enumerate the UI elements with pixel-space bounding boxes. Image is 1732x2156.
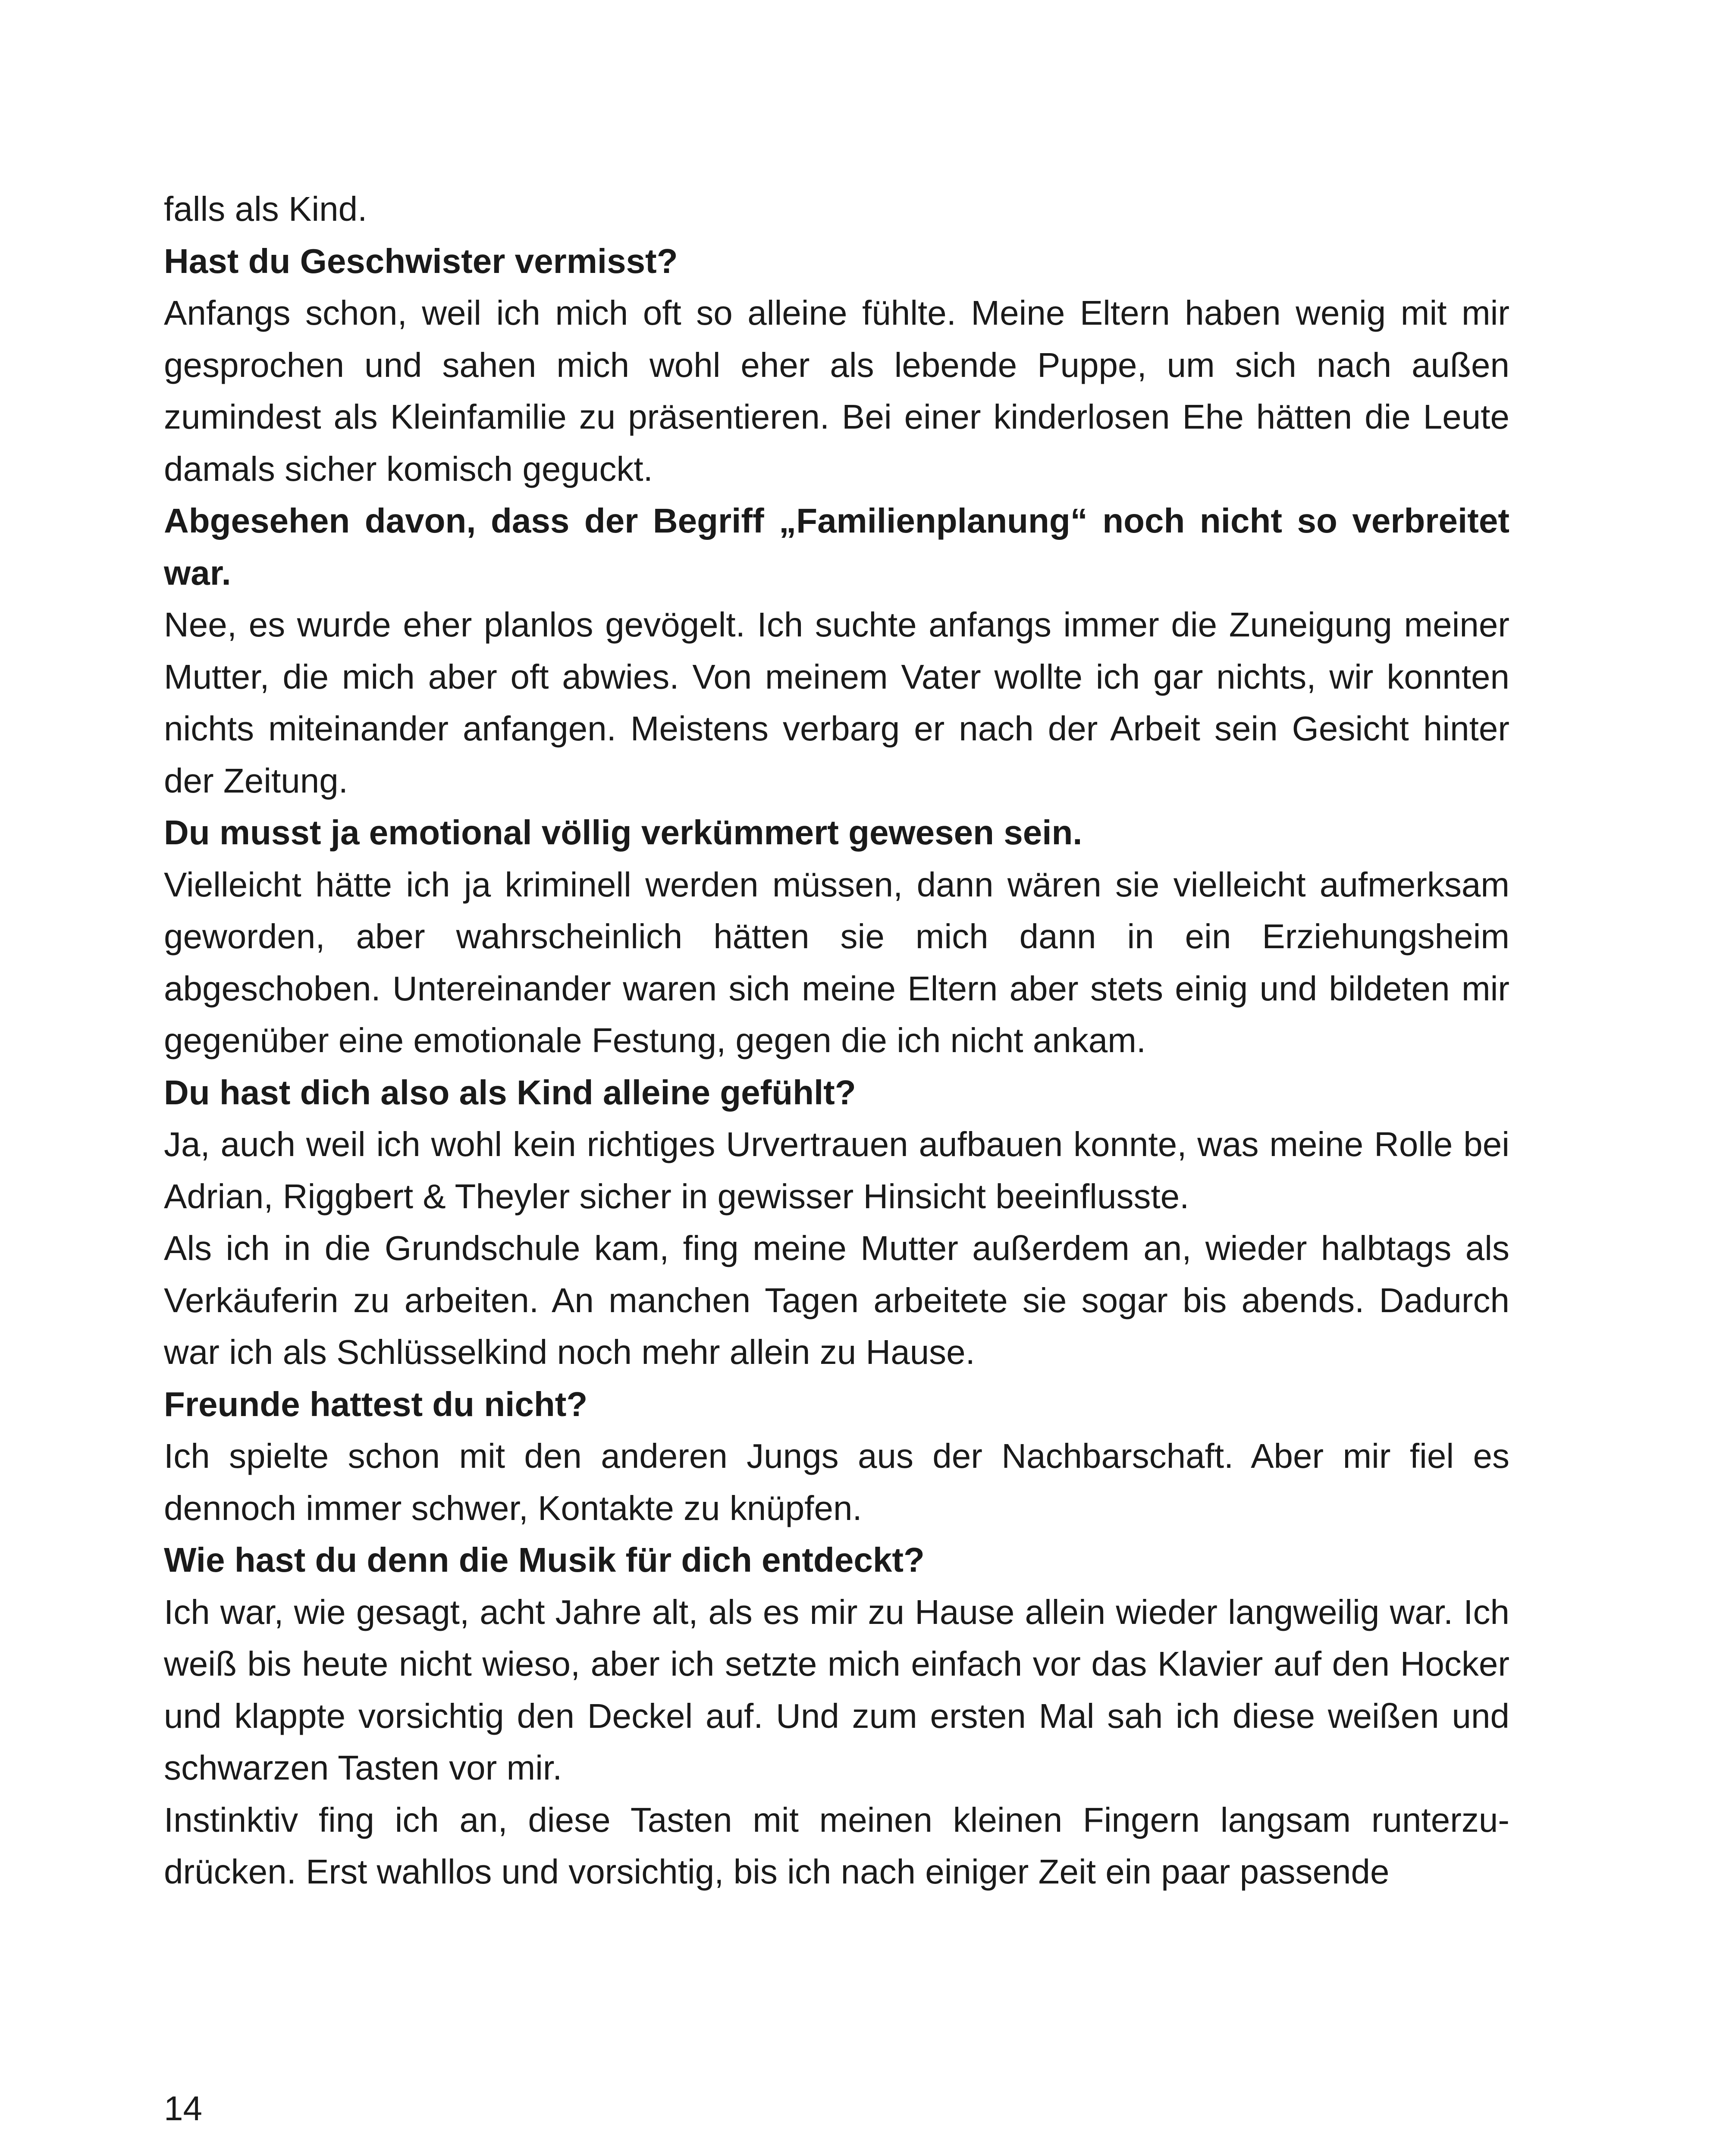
- answer-paragraph: Anfangs schon, weil ich mich oft so alleine fühlte. Meine Eltern haben wenig mit mir gesprochen und sahen mich wohl eher als lebende Puppe, um sich nach außen zumindest als Kleinfamilie zu präsentieren. Bei einer kinderlosen Ehe hätten die Leute damals sicher komisch geguckt.: [164, 294, 1509, 488]
- answer-paragraph: Ja, auch weil ich wohl kein richtiges Urvertrauen aufbauen konnte, was meine Rolle bei Adrian, Riggbert & Theyler sicher in gewisser Hinsicht beeinflusste.: [164, 1125, 1509, 1216]
- question-paragraph: Freunde hattest du nicht?: [164, 1385, 588, 1423]
- question-paragraph: Abgesehen davon, dass der Begriff „Familienplanung“ noch nicht so verbreitet war.: [164, 501, 1509, 592]
- interview-text: [164, 183, 1509, 1898]
- answer-paragraph: Vielleicht hätte ich ja kriminell werden müssen, dann wären sie vielleicht aufmerksam geworden, aber wahrscheinlich hätten sie mich dann in ein Erziehungsheim abgeschoben. Untereinander waren sich meine Eltern aber stets einig und bildeten mir gegenüber eine emotionale Festung, gegen die ich nicht ankam.: [164, 865, 1509, 1059]
- question-paragraph: Du musst ja emotional völlig verkümmert gewesen sein.: [164, 813, 1082, 852]
- page-number: 14: [164, 2089, 202, 2128]
- answer-paragraph: Instinktiv fing ich an, diese Tasten mit meinen kleinen Fingern langsam runterzudrücken. Erst wahllos und vorsichtig, bis ich nach einiger Zeit ein paar passende: [164, 1800, 1509, 1891]
- question-paragraph: Hast du Geschwister vermisst?: [164, 241, 678, 280]
- question-paragraph: Du hast dich also als Kind alleine gefühlt?: [164, 1073, 856, 1112]
- answer-paragraph: Nee, es wurde eher planlos gevögelt. Ich suchte anfangs immer die Zuneigung meiner Mutter, die mich aber oft abwies. Von meinem Vater wollte ich gar nichts, wir konnten nichts miteinander anfangen. Meistens verbarg er nach der Arbeit sein Gesicht hinter der Zeitung.: [164, 605, 1509, 800]
- question-paragraph: Wie hast du denn die Musik für dich entdeckt?: [164, 1541, 925, 1579]
- answer-paragraph: Ich spielte schon mit den anderen Jungs aus der Nachbarschaft. Aber mir fiel es dennoch immer schwer, Kontakte zu knüpfen.: [164, 1437, 1509, 1527]
- answer-paragraph: Ich war, wie gesagt, acht Jahre alt, als es mir zu Hause allein wieder langweilig war. Ich weiß bis heute nicht wieso, aber ich setzte mich einfach vor das Klavier auf den Hocker und klappte vorsichtig den Deckel auf. Und zum ersten Mal sah ich diese weißen und schwarzen Tasten vor mir.: [164, 1592, 1509, 1787]
- answer-paragraph: Als ich in die Grundschule kam, fing meine Mutter außerdem an, wieder halbtags als Verkäuferin zu arbeiten. An manchen Tagen arbeitete sie sogar bis abends. Dadurch war ich als Schlüsselkind noch mehr allein zu Hause.: [164, 1229, 1509, 1371]
- answer-paragraph: falls als Kind.: [164, 190, 367, 228]
